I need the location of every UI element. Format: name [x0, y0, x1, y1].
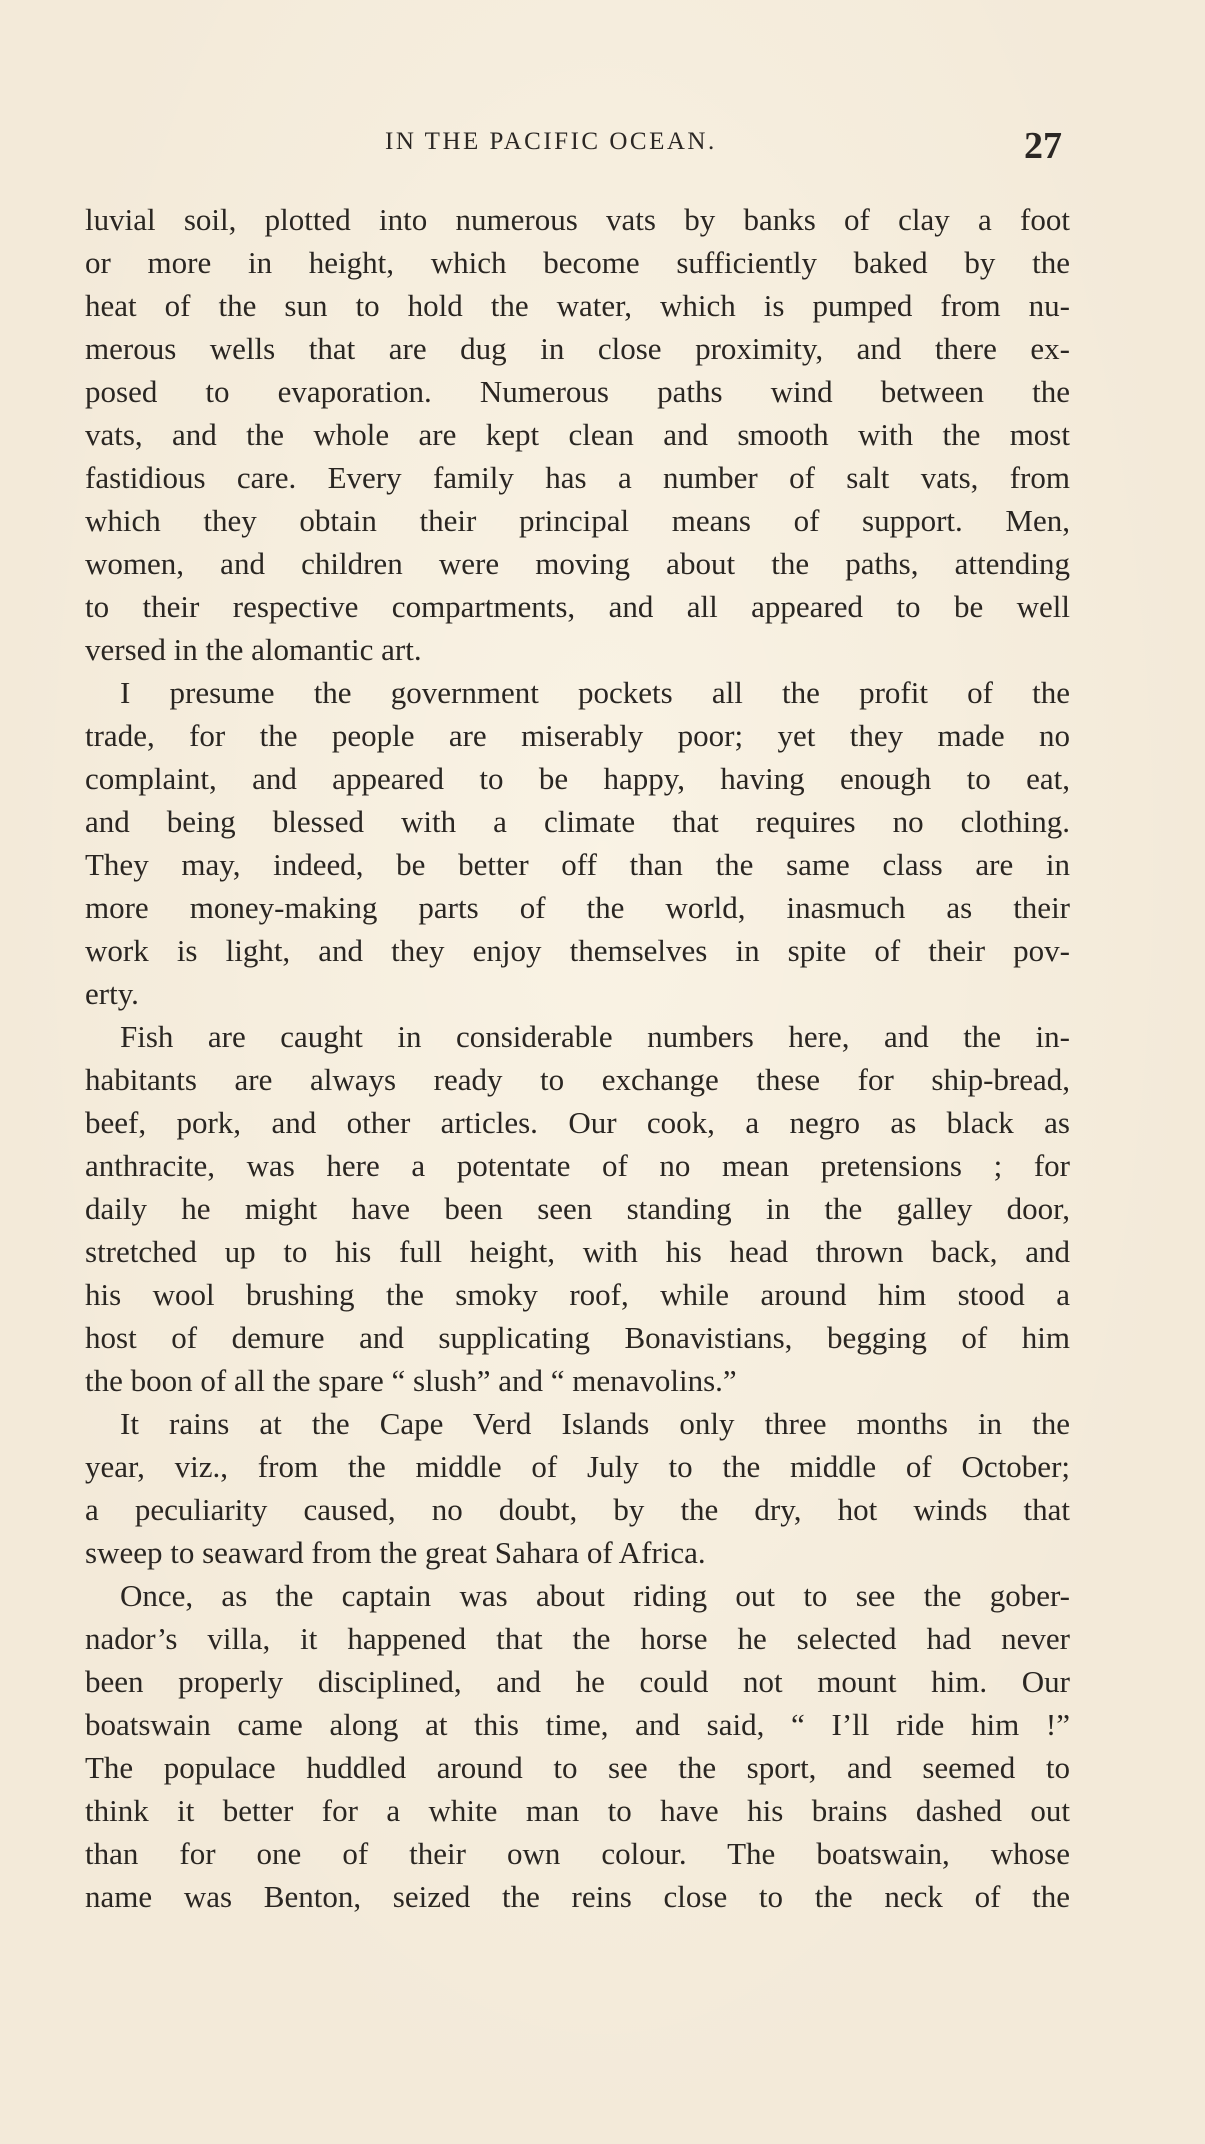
- text-line: trade, for the people are miserably poor; yet they made no: [85, 718, 1070, 753]
- text-line: anthracite, was here a potentate of no mean pretensions ; for: [85, 1148, 1070, 1183]
- text-line: name was Benton, seized the reins close to the neck of the: [85, 1879, 1070, 1914]
- text-line: erty.: [85, 976, 139, 1011]
- text-line: sweep to seaward from the great Sahara of Africa.: [85, 1535, 706, 1570]
- text-line: boatswain came along at this time, and said, “ I’ll ride him !”: [85, 1707, 1070, 1742]
- body-text: [85, 198, 1070, 1918]
- text-line: and being blessed with a climate that requires no clothing.: [85, 804, 1070, 839]
- text-line: to their respective compartments, and all appeared to be well: [85, 589, 1070, 624]
- text-line: nador’s villa, it happened that the horse he selected had never: [85, 1621, 1070, 1656]
- text-line: complaint, and appeared to be happy, having enough to eat,: [85, 761, 1070, 796]
- text-line: or more in height, which become sufficiently baked by the: [85, 245, 1070, 280]
- text-line: the boon of all the spare “ slush” and “ menavolins.”: [85, 1363, 737, 1398]
- page-number: 27: [1024, 125, 1062, 167]
- text-line: more money-making parts of the world, inasmuch as their: [85, 890, 1070, 925]
- text-line: year, viz., from the middle of July to the middle of October;: [85, 1449, 1070, 1484]
- text-line: luvial soil, plotted into numerous vats by banks of clay a foot: [85, 202, 1070, 237]
- text-line: work is light, and they enjoy themselves in spite of their pov-: [85, 933, 1070, 968]
- text-line: It rains at the Cape Verd Islands only three months in the: [120, 1406, 1070, 1441]
- text-line: versed in the alomantic art.: [85, 632, 422, 667]
- text-line: stretched up to his full height, with his head thrown back, and: [85, 1234, 1070, 1269]
- text-line: than for one of their own colour. The boatswain, whose: [85, 1836, 1070, 1871]
- text-line: been properly disciplined, and he could not mount him. Our: [85, 1664, 1070, 1699]
- text-line: The populace huddled around to see the sport, and seemed to: [85, 1750, 1070, 1785]
- text-line: a peculiarity caused, no doubt, by the dry, hot winds that: [85, 1492, 1070, 1527]
- text-line: habitants are always ready to exchange these for ship-bread,: [85, 1062, 1070, 1097]
- text-line: think it better for a white man to have his brains dashed out: [85, 1793, 1070, 1828]
- text-line: host of demure and supplicating Bonavistians, begging of him: [85, 1320, 1070, 1355]
- text-line: his wool brushing the smoky roof, while around him stood a: [85, 1277, 1070, 1312]
- text-line: Fish are caught in considerable numbers here, and the in-: [120, 1019, 1070, 1054]
- text-line: which they obtain their principal means of support. Men,: [85, 503, 1070, 538]
- text-line: daily he might have been seen standing in the galley door,: [85, 1191, 1070, 1226]
- text-line: They may, indeed, be better off than the same class are in: [85, 847, 1070, 882]
- text-line: merous wells that are dug in close proximity, and there ex-: [85, 331, 1070, 366]
- running-head: IN THE PACIFIC OCEAN.: [385, 128, 717, 155]
- text-line: posed to evaporation. Numerous paths wind between the: [85, 374, 1070, 409]
- text-line: fastidious care. Every family has a number of salt vats, from: [85, 460, 1070, 495]
- text-line: women, and children were moving about the paths, attending: [85, 546, 1070, 581]
- text-line: vats, and the whole are kept clean and smooth with the most: [85, 417, 1070, 452]
- text-line: heat of the sun to hold the water, which is pumped from nu-: [85, 288, 1070, 323]
- text-line: I presume the government pockets all the profit of the: [120, 675, 1070, 710]
- text-line: beef, pork, and other articles. Our cook, a negro as black as: [85, 1105, 1070, 1140]
- text-line: Once, as the captain was about riding out to see the gober-: [120, 1578, 1070, 1613]
